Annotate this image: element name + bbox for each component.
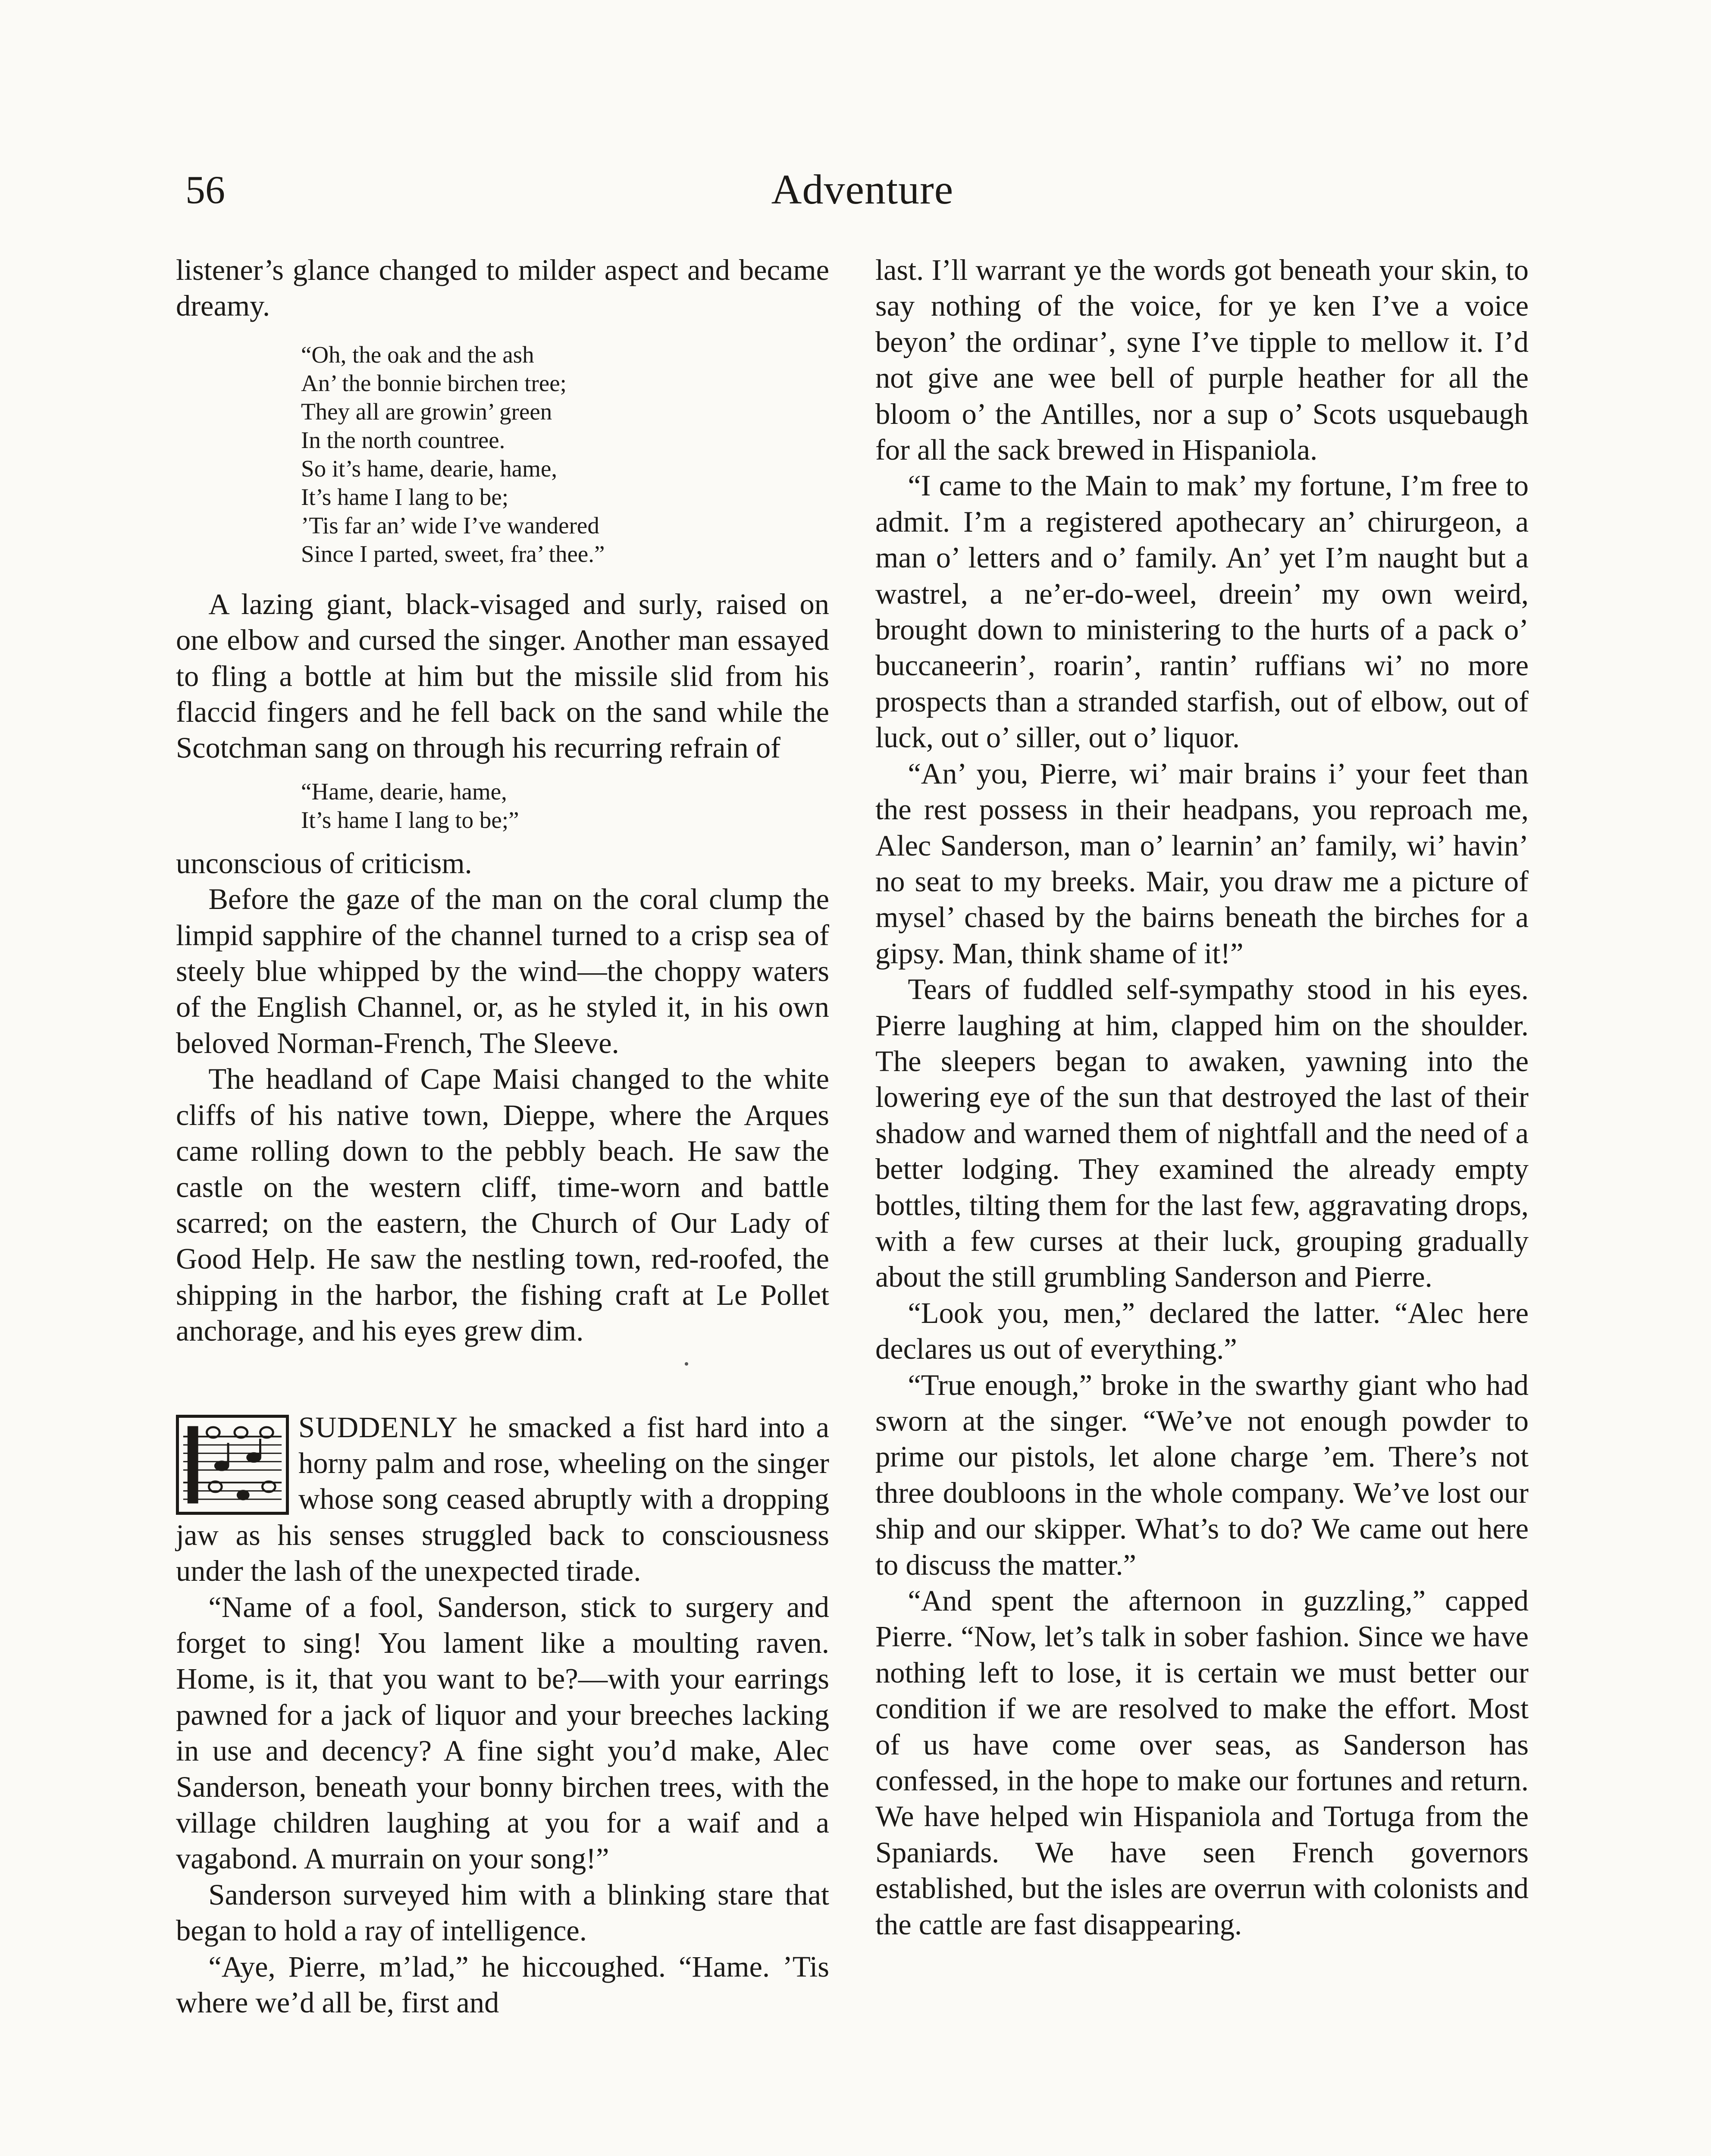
paragraph: listener’s glance changed to milder aspect and became dreamy.	[176, 254, 829, 323]
section-break-dot	[685, 1362, 688, 1366]
paragraph: A lazing giant, black-visaged and surly, raised on one elbow and cursed the singer. Another man essayed to fling a bottle at him but the missile slid from his flaccid fingers and he fell back on the sand while the Scotchman sang on through his recurring refrain of	[176, 587, 829, 765]
left-column	[176, 252, 829, 2021]
paragraph: “Aye, Pierre, m’lad,” he hiccoughed. “Hame. ’Tis where we’d all be, first and	[176, 1950, 829, 2019]
verse-line: Since I parted, sweet, fra’ thee.”	[301, 540, 605, 567]
journal-title: Adventure	[771, 166, 954, 213]
drop-cap-lead-word: SUDDENLY	[298, 1410, 458, 1444]
paragraph: The headland of Cape Maisi changed to the white cliffs of his native town, Dieppe, where the Arques came rolling down to the pebbly beach. He saw the castle on the western cliff, time-worn and battle scarred; on the eastern, the Church of Our Lady of Good Help. He saw the nestling town, red-roofed, the shipping in the harbor, the fishing craft at Le Pollet anchorage, and his eyes grew dim.	[176, 1062, 829, 1348]
paragraph-with-drop-cap	[176, 1410, 829, 1589]
verse-line: It’s hame I lang to be;	[301, 483, 509, 510]
paragraph-text: he smacked a fist hard into a horny palm and rose, wheeling on the singer whose song ceased abruptly with a dropping jaw as his senses struggled back to consciousness under the lash of the unexpected tirade.	[176, 1410, 829, 1588]
verse-line: “Hame, dearie, hame,	[301, 778, 507, 805]
paragraph: Before the gaze of the man on the coral clump the limpid sapphire of the channel turned to a crisp sea of steely blue whipped by the wind—the choppy waters of the English Channel, or, as he styled it, in his own beloved Norman-French, The Sleeve.	[176, 883, 829, 1059]
paragraph: “And spent the afternoon in guzzling,” capped Pierre. “Now, let’s talk in sober fashion. Since we have nothing left to lose, it is certain we must better our condition if we are resolved to make the effort. Most of us have come over seas, as Sanderson has confessed, in the hope to make our fortunes and return. We have helped win Hispaniola and Tortuga from the Spaniards. We have seen French governors established, but the isles are overrun with colonists and the cattle are fast disappearing.	[875, 1584, 1529, 1941]
verse-line: An’ the bonnie birchen tree;	[301, 370, 567, 396]
drop-cap-ornament-icon	[176, 1415, 289, 1515]
page-number: 56	[185, 168, 225, 212]
verse-line: So it’s hame, dearie, hame,	[301, 455, 558, 482]
section-break	[176, 1349, 829, 1410]
paragraph: Sanderson surveyed him with a blinking stare that began to hold a ray of intelligence.	[176, 1878, 829, 1947]
paragraph: unconscious of criticism.	[176, 846, 472, 880]
verse-line: In the north countree.	[301, 426, 505, 453]
verse-line: They all are growin’ green	[301, 398, 552, 425]
paragraph: “An’ you, Pierre, wi’ mair brains i’ your feet than the rest possess in their headpans, you reproach me, Alec Sanderson, man o’ learnin’ an’ family, wi’ havin’ no seat to my breeks. Mair, you draw me a picture of mysel’ chased by the bairns beneath the birches for a gipsy. Man, think shame of it!”	[875, 757, 1529, 970]
running-head	[185, 164, 1539, 216]
verse-line: “Oh, the oak and the ash	[301, 341, 534, 368]
verse-line: It’s hame I lang to be;”	[301, 806, 519, 833]
song-refrain	[301, 777, 829, 834]
song-verse	[301, 341, 829, 568]
paragraph: “Name of a fool, Sanderson, stick to surgery and forget to sing! You lament like a moulting raven. Home, is it, that you want to be?—with your earrings pawned for a jack of liquor and your breeches lacking in use and decency? A fine sight you’d make, Alec Sanderson, beneath your bonny birchen trees, with the village children laughing at you for a waif and a vagabond. A murrain on your song!”	[176, 1590, 829, 1875]
paragraph: “I came to the Main to mak’ my fortune, I’m free to admit. I’m a registered apothecary an’ chirurgeon, a man o’ letters and o’ family. An’ yet I’m naught but a wastrel, a ne’er-do-weel, dreein’ my own weird, brought down to ministering to the hurts of a pack o’ buccaneerin’, roarin’, rantin’ ruffians wi’ no more prospects than a stranded starfish, out of elbow, out of luck, out o’ siller, out o’ liquor.	[875, 469, 1529, 754]
paragraph: “True enough,” broke in the swarthy giant who had sworn at the singer. “We’ve not enough powder to prime our pistols, let alone charge ’em. There’s not three doubloons in the whole company. We’ve lost our ship and our skipper. What’s to do? We came out here to discuss the matter.”	[875, 1368, 1529, 1581]
paragraph: Tears of fuddled self-sympathy stood in his eyes. Pierre laughing at him, clapped him on the shoulder. The sleepers began to awaken, yawning into the lowering eye of the sun that destroyed the last of their shadow and warned them of nightfall and the need of a better lodging. They examined the already empty bottles, tilting them for the last few, aggravating drops, with a few curses at their luck, grouping gradually about the still grumbling Sanderson and Pierre.	[875, 973, 1529, 1294]
right-column	[875, 252, 1529, 1943]
verse-line: ’Tis far an’ wide I’ve wandered	[301, 512, 599, 539]
paragraph: “Look you, men,” declared the latter. “Alec here declares us out of everything.”	[875, 1296, 1529, 1366]
paragraph: last. I’ll warrant ye the words got beneath your skin, to say nothing of the voice, for ye ken I’ve a voice beyon’ the ordinar’, syne I’ve tipple to mellow it. I’d not give ane wee bell of purple heather for all the bloom o’ the Antilles, nor a sup o’ Scots usquebaugh for all the sack brewed in Hispaniola.	[875, 254, 1529, 467]
